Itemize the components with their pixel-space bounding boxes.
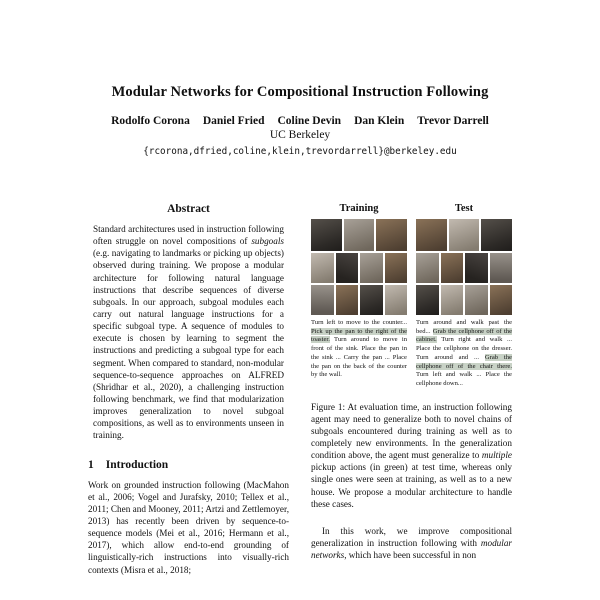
right-column xyxy=(311,203,512,576)
author-name: Trevor Darrell xyxy=(417,115,489,127)
scene-thumbnail xyxy=(465,253,488,283)
instruction-text: Turn left to move to the counter... xyxy=(311,319,407,326)
figure-1 xyxy=(311,203,512,510)
section-label: Introduction xyxy=(105,458,169,471)
body-italic-term: modular networks xyxy=(311,538,512,561)
section-heading-introduction xyxy=(88,459,289,471)
abstract-part: (e.g. navigating to landmarks or picking up objects) observed during training. We propose a modular architecture for following natural language instructions that describe sequences of diverse subgoals. In our approach, subgoal modules each carry out natural language instructions for a specific subgoal type. A sequence of modules to execute is chosen by learning to segment the instructions and predicting a subgoal type for each segment. When compared to standard, non-modular sequence-to-sequence approaches on ALFRED (Shridhar et al., 2020), a challenging instruction following benchmark, we find that modularization improves generalization to novel subgoal compositions, as well as to environments unseen in training. xyxy=(93,248,284,441)
figure-caption-part: pickup actions (in green) at test time, whereas only single ones were seen at training, as well as to a new house. We propose a modular architecture to handle these cases. xyxy=(311,462,512,509)
figure-caption-italic: multiple xyxy=(481,450,512,461)
abstract-text xyxy=(88,223,289,442)
test-image-row xyxy=(416,219,512,251)
instruction-text: Turn left and walk ... Place the cellphone down... xyxy=(416,371,512,387)
test-instructions xyxy=(416,319,512,389)
author-list xyxy=(0,115,600,127)
training-panel-title: Training xyxy=(339,203,379,214)
abstract-part: Standard architectures used in instruction following often struggle on novel compositions of xyxy=(93,224,284,247)
body-text-part: In this work, we improve compositional generalization in instruction following with xyxy=(311,525,512,549)
test-panel xyxy=(416,203,512,389)
highlighted-instruction: Pick up the pan to the right of the toaster. xyxy=(311,327,407,344)
scene-thumbnail xyxy=(311,219,342,251)
training-panel xyxy=(311,203,407,389)
scene-thumbnail xyxy=(336,285,359,315)
scene-thumbnail xyxy=(416,219,447,251)
abstract-heading: Abstract xyxy=(167,203,210,215)
scene-thumbnail xyxy=(344,219,375,251)
abstract-italic-term: subgoals xyxy=(251,236,284,247)
author-name: Rodolfo Corona xyxy=(111,115,190,127)
scene-thumbnail xyxy=(416,253,439,283)
scene-thumbnail xyxy=(311,253,334,283)
scene-thumbnail xyxy=(490,253,513,283)
two-column-body xyxy=(88,203,512,576)
scene-thumbnail xyxy=(416,285,439,315)
test-panel-title: Test xyxy=(454,203,474,214)
figure-caption xyxy=(311,401,512,510)
paper-title: Modular Networks for Compositional Instruction Following xyxy=(111,84,489,100)
scene-thumbnail xyxy=(449,219,480,251)
author-name: Dan Klein xyxy=(354,115,405,127)
highlighted-instruction: Grab the cellphone off of the chair there. xyxy=(416,353,512,370)
scene-thumbnail xyxy=(376,219,407,251)
scene-thumbnail xyxy=(311,285,334,315)
instruction-text: Turn around and walk past the bed... xyxy=(416,319,512,335)
scene-thumbnail xyxy=(385,285,408,315)
body-paragraph xyxy=(311,525,512,561)
training-image-row xyxy=(311,253,407,283)
section-number: 1 xyxy=(88,458,94,471)
instruction-text: Turn right and walk ... Place the cellphone on the dresser. Turn around and ... xyxy=(416,336,512,361)
left-column xyxy=(88,203,289,576)
training-instructions xyxy=(311,319,407,380)
scene-thumbnail xyxy=(360,253,383,283)
scene-thumbnail xyxy=(441,285,464,315)
highlighted-instruction: Grab the cellphone off of the cabinet. xyxy=(416,327,512,344)
scene-thumbnail xyxy=(360,285,383,315)
scene-thumbnail xyxy=(385,253,408,283)
author-name: Coline Devin xyxy=(277,115,342,127)
figure-panels xyxy=(311,203,512,389)
scene-thumbnail xyxy=(465,285,488,315)
scene-thumbnail xyxy=(490,285,513,315)
affiliation: UC Berkeley xyxy=(269,129,331,141)
author-emails: {rcorona,dfried,coline,klein,trevordarrell}@berkeley.edu xyxy=(143,146,457,157)
scene-thumbnail xyxy=(481,219,512,251)
author-name: Daniel Fried xyxy=(202,115,265,127)
scene-thumbnail xyxy=(441,253,464,283)
instruction-text: Turn around to move in front of the sink. Place the pan in the sink ... Carry the pan ... Place the pan on the back of the counter by the wall. xyxy=(311,336,407,379)
training-image-row xyxy=(311,285,407,315)
scene-thumbnail xyxy=(336,253,359,283)
test-image-row xyxy=(416,253,512,283)
body-text-part: , which have been successful in non xyxy=(344,550,477,561)
figure-caption-part: Figure 1: At evaluation time, an instruction following agent may need to generalize both to novel chains of subgoals encountered during training as well as to completely new environments. In the generalization condition above, the agent must generalize to xyxy=(311,401,512,461)
introduction-text: Work on grounded instruction following (MacMahon et al., 2006; Vogel and Jurafsky, 2010; Tellex et al., 2011; Chen and Mooney, 2011; Artzi and Zettlemoyer, 2013) has recently been driven by sequence-to-sequence models (Mei et al., 2016; Hermann et al., 2017), which allow end-to-end grounding of linguistically-rich instructions into visually-rich contexts (Misra et al., 2018; xyxy=(88,479,289,575)
test-image-row xyxy=(416,285,512,315)
training-image-row xyxy=(311,219,407,251)
